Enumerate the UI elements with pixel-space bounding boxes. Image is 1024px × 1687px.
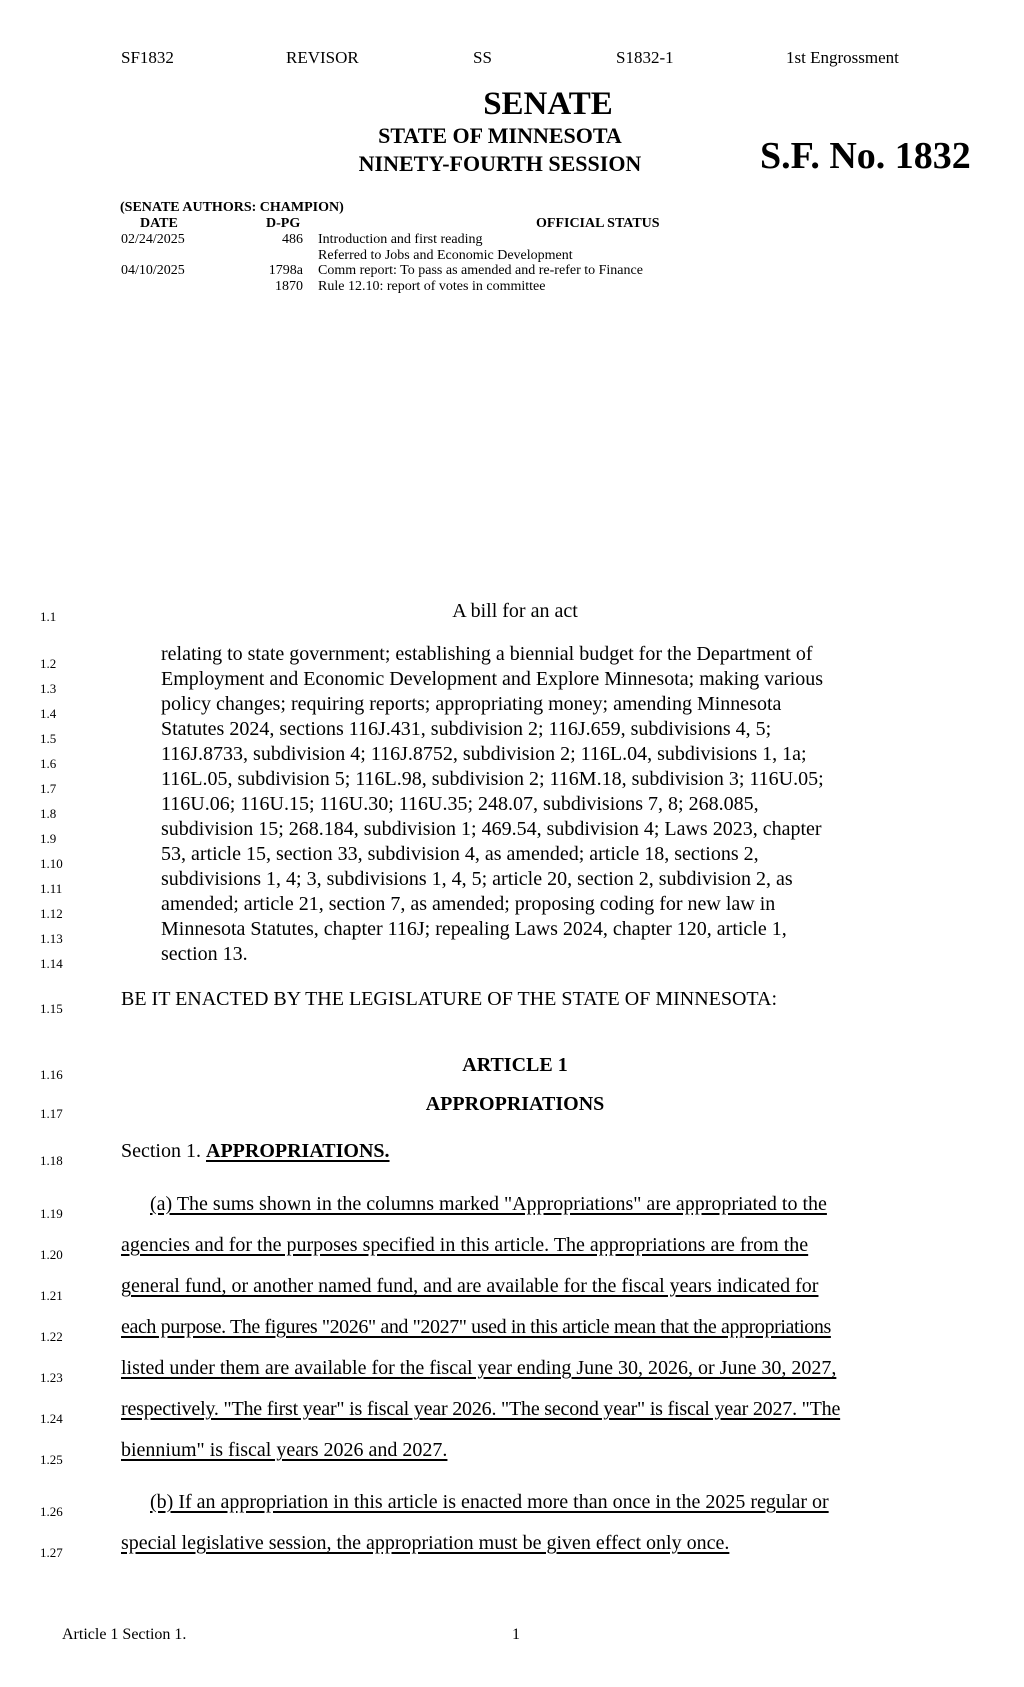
status-row-text: Comm report: To pass as amended and re-refer to Finance [318,263,643,278]
status-row-text: Rule 12.10: report of votes in committee [318,279,546,294]
body-line: biennium" is fiscal years 2026 and 2027. [121,1439,448,1461]
enacting-clause: BE IT ENACTED BY THE LEGISLATURE OF THE STATE OF MINNESOTA: [121,988,778,1010]
line-number: 1.5 [40,731,57,746]
line-number: 1.16 [40,1067,63,1082]
section-number: Section 1. [121,1140,206,1162]
line-number: 1.7 [40,781,57,796]
body-line: special legislative session, the appropriation must be given effect only once. [121,1532,730,1554]
section-title: APPROPRIATIONS. [206,1140,390,1162]
status-row-text: Referred to Jobs and Economic Development [318,248,573,263]
title-line: amended; article 21, section 7, as amended; proposing coding for new law in [161,893,776,915]
line-number: 1.9 [40,831,57,846]
status-row-dpg: 486 [282,232,303,247]
section-heading [121,1140,390,1163]
line-number: 1.24 [40,1411,63,1426]
body-line: general fund, or another named fund, and are available for the fiscal years indicated for [121,1275,819,1297]
line-number: 1.22 [40,1329,63,1344]
line-number: 1.11 [40,881,63,896]
line-number: 1.8 [40,806,57,821]
title-line: Employment and Economic Development and Explore Minnesota; making various [161,668,824,690]
masthead-senate: SENATE [483,86,613,122]
line-number: 1.27 [40,1545,63,1560]
masthead-session: NINETY-FOURTH SESSION [358,151,642,176]
bill-title: A bill for an act [452,600,578,622]
title-line: 116J.8733, subdivision 4; 116J.8752, subdivision 2; 116L.04, subdivisions 1, 1a; [161,743,807,765]
line-number: 1.19 [40,1206,63,1221]
col-header-date: DATE [140,216,178,231]
senate-authors: (SENATE AUTHORS: CHAMPION) [120,200,344,215]
line-number: 1.14 [40,956,63,971]
line-number: 1.13 [40,931,63,946]
line-number: 1.6 [40,756,57,771]
line-number: 1.1 [40,609,57,624]
body-line: (b) If an appropriation in this article is enacted more than once in the 2025 regular or [150,1491,829,1513]
article-heading: ARTICLE 1 [462,1054,568,1076]
title-line: policy changes; requiring reports; appropriating money; amending Minnesota [161,693,782,715]
header-doc-id: S1832-1 [616,48,674,67]
line-number: 1.20 [40,1247,63,1262]
title-line: Minnesota Statutes, chapter 116J; repealing Laws 2024, chapter 120, article 1, [161,918,787,940]
col-header-dpg: D-PG [266,216,301,231]
body-line: agencies and for the purposes specified in this article. The appropriations are from the [121,1234,809,1256]
status-row-dpg: 1798a [268,263,303,278]
page-number: 1 [512,1626,520,1643]
line-number: 1.21 [40,1288,63,1303]
title-line: subdivision 15; 268.184, subdivision 1; 469.54, subdivision 4; Laws 2023, chapter [161,818,822,840]
body-line: each purpose. The figures "2026" and "2027" used in this article mean that the appropriations [121,1316,831,1338]
title-line: subdivisions 1, 4; 3, subdivisions 1, 4, 5; article 20, section 2, subdivision 2, as [161,868,793,890]
line-number: 1.25 [40,1452,63,1467]
header-engrossment: 1st Engrossment [786,48,899,67]
body-line: (a) The sums shown in the columns marked "Appropriations" are appropriated to the [150,1193,827,1215]
masthead-state-name: STATE OF MINNESOTA [378,123,622,148]
sf-number: S.F. No. 1832 [760,135,971,177]
body-line: respectively. "The first year" is fiscal year 2026. "The second year" is fiscal year 2027. "The [121,1398,841,1420]
header-revisor: REVISOR [286,48,359,67]
title-line: 116U.06; 116U.15; 116U.30; 116U.35; 248.07, subdivisions 7, 8; 268.085, [161,793,759,815]
line-number: 1.12 [40,906,63,921]
line-number: 1.18 [40,1153,63,1168]
line-number: 1.4 [40,706,57,721]
article-title: APPROPRIATIONS [425,1093,605,1115]
line-number: 1.17 [40,1106,63,1121]
status-row-dpg: 1870 [275,279,303,294]
header-bill-number: SF1832 [121,48,174,67]
header-initials: SS [473,48,492,67]
body-line: listed under them are available for the fiscal year ending June 30, 2026, or June 30, 2027, [121,1357,837,1379]
line-number: 1.15 [40,1001,63,1016]
line-number: 1.2 [40,656,57,671]
title-line: section 13. [161,943,248,965]
col-header-status: OFFICIAL STATUS [536,216,660,231]
status-row-text: Introduction and first reading [318,232,483,247]
status-row-date: 04/10/2025 [121,263,185,278]
footer-section-ref: Article 1 Section 1. [62,1626,187,1643]
title-line: 53, article 15, section 33, subdivision 4, as amended; article 18, sections 2, [161,843,759,865]
title-line: relating to state government; establishing a biennial budget for the Department of [161,643,813,665]
title-line: 116L.05, subdivision 5; 116L.98, subdivision 2; 116M.18, subdivision 3; 116U.05; [161,768,824,790]
line-number: 1.23 [40,1370,63,1385]
line-number: 1.3 [40,681,57,696]
title-line: Statutes 2024, sections 116J.431, subdivision 2; 116J.659, subdivisions 4, 5; [161,718,772,740]
masthead-state [340,122,660,178]
status-row-date: 02/24/2025 [121,232,185,247]
line-number: 1.10 [40,856,63,871]
line-number: 1.26 [40,1504,63,1519]
